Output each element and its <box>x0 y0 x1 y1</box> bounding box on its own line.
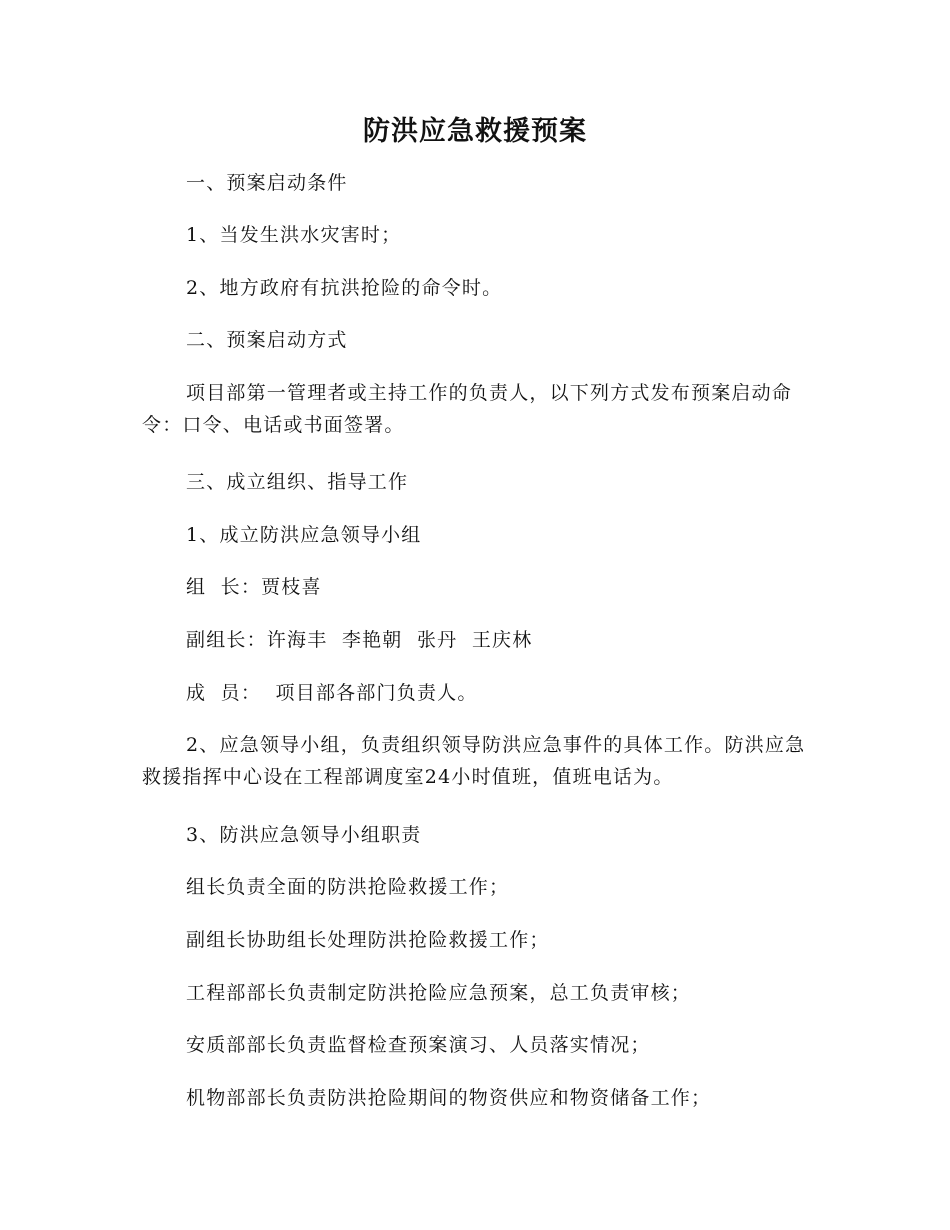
section-heading-2: 二、预案启动方式 <box>186 329 348 351</box>
document-title: 防洪应急救援预案 <box>363 116 587 147</box>
paragraph-start-method: 项目部第一管理者或主持工作的负责人，以下列方式发布预案启动命令：口令、电话或书面签署。 <box>142 382 793 436</box>
paragraph-condition-2: 2、地方政府有抗洪抢险的命令时。 <box>186 277 503 299</box>
section-heading-3: 三、成立组织、指导工作 <box>186 471 409 493</box>
paragraph-deputy-leaders: 副组长：许海丰 李艳朝 张丹 王庆林 <box>186 629 533 651</box>
paragraph-command-center: 2、应急领导小组，负责组织领导防洪应急事件的具体工作。防洪应急救援指挥中心设在工程部调度室24小时值班，值班电话为。 <box>142 734 806 788</box>
paragraph-duty-safety: 安质部部长负责监督检查预案演习、人员落实情况； <box>186 1034 651 1056</box>
paragraph-duty-leader: 组长负责全面的防洪抢险救援工作； <box>186 876 510 898</box>
paragraph-duty-deputy: 副组长协助组长处理防洪抢险救援工作； <box>186 929 550 951</box>
section-heading-1: 一、预案启动条件 <box>186 172 348 194</box>
paragraph-members: 成 员： 项目部各部门负责人。 <box>186 682 478 704</box>
paragraph-leadership-group: 1、成立防洪应急领导小组 <box>186 524 422 546</box>
paragraph-duty-engineering: 工程部部长负责制定防洪抢险应急预案，总工负责审核； <box>186 982 692 1004</box>
paragraph-duties-heading: 3、防洪应急领导小组职责 <box>186 824 422 846</box>
paragraph-duty-materials: 机物部部长负责防洪抢险期间的物资供应和物资储备工作； <box>186 1087 712 1109</box>
paragraph-condition-1: 1、当发生洪水灾害时； <box>186 224 402 246</box>
paragraph-group-leader: 组 长：贾枝喜 <box>186 576 322 598</box>
